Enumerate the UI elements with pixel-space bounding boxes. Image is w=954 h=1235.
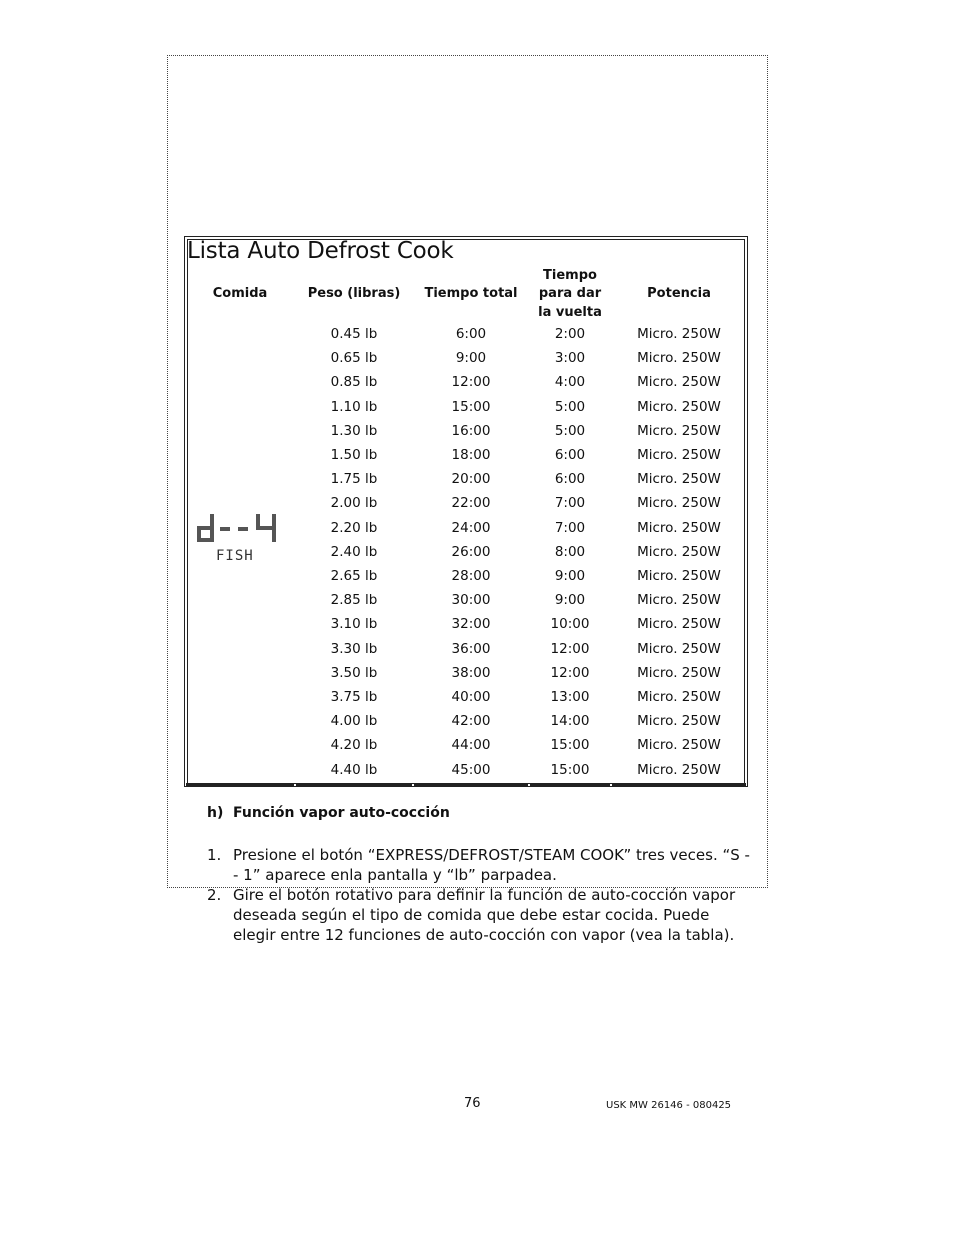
cell-tiempo-vuelta: 5:00 bbox=[554, 422, 586, 439]
cell-potencia: Micro. 250W bbox=[637, 713, 721, 730]
cell-tiempo-vuelta: 15:00 bbox=[550, 761, 590, 778]
table-row bbox=[0, 760, 954, 784]
table-row bbox=[0, 687, 954, 711]
cell-peso: 2.40 lb bbox=[330, 543, 378, 560]
cell-tiempo-total: 36:00 bbox=[451, 640, 491, 657]
cell-tiempo-total: 6:00 bbox=[455, 326, 487, 342]
cell-peso: 1.75 lb bbox=[330, 471, 378, 488]
cell-tiempo-total: 20:00 bbox=[451, 471, 491, 488]
cell-tiempo-total: 28:00 bbox=[451, 568, 491, 584]
cell-tiempo-vuelta: 2:00 bbox=[554, 326, 586, 342]
table-row bbox=[0, 639, 954, 663]
cell-tiempo-vuelta: 7:00 bbox=[554, 519, 586, 536]
cell-tiempo-total: 18:00 bbox=[451, 447, 491, 463]
cell-peso: 1.30 lb bbox=[330, 422, 378, 439]
header-tiempo-vuelta-1: Tiempo bbox=[543, 268, 597, 283]
cell-potencia: Micro. 250W bbox=[637, 447, 721, 463]
table-row bbox=[0, 493, 954, 517]
page-number: 76 bbox=[464, 1096, 481, 1111]
cell-peso: 3.50 lb bbox=[330, 664, 378, 681]
display-label-fish: FISH bbox=[216, 548, 254, 564]
cell-tiempo-total: 30:00 bbox=[451, 592, 491, 609]
table-row bbox=[0, 518, 954, 542]
cell-tiempo-total: 32:00 bbox=[451, 616, 491, 633]
cell-peso: 0.45 lb bbox=[330, 326, 378, 342]
table-row bbox=[0, 469, 954, 493]
section-heading-text: Función vapor auto-cocción bbox=[233, 805, 450, 821]
cell-peso: 2.20 lb bbox=[330, 519, 378, 536]
cell-potencia: Micro. 250W bbox=[637, 471, 721, 488]
cell-potencia: Micro. 250W bbox=[637, 761, 721, 778]
cell-peso: 2.85 lb bbox=[330, 592, 378, 609]
divider-peso bbox=[296, 783, 412, 786]
cell-tiempo-vuelta: 4:00 bbox=[554, 374, 586, 391]
header-tiempo-total: Tiempo total bbox=[424, 286, 518, 301]
header-comida: Comida bbox=[212, 286, 268, 301]
header-tiempo-vuelta-3: la vuelta bbox=[538, 305, 602, 320]
cell-potencia: Micro. 250W bbox=[637, 350, 721, 367]
cell-peso: 1.50 lb bbox=[330, 447, 378, 463]
cell-tiempo-vuelta: 9:00 bbox=[554, 568, 586, 584]
cell-tiempo-total: 42:00 bbox=[451, 713, 491, 730]
cell-potencia: Micro. 250W bbox=[637, 495, 721, 512]
cell-potencia: Micro. 250W bbox=[637, 543, 721, 560]
cell-potencia: Micro. 250W bbox=[637, 737, 721, 754]
cell-tiempo-total: 9:00 bbox=[455, 350, 487, 367]
cell-peso: 0.85 lb bbox=[330, 374, 378, 391]
cell-tiempo-vuelta: 10:00 bbox=[550, 616, 590, 633]
cell-tiempo-vuelta: 13:00 bbox=[550, 689, 590, 705]
table-row bbox=[0, 324, 954, 348]
step-2-text: Gire el botón rotativo para definir la función de auto-cocción vapor deseada según el tipo de comida que debe estar cocida. Puede elegir entre 12 funciones de auto-cocción con vapor (vea la tabla). bbox=[233, 886, 736, 944]
table-row bbox=[0, 397, 954, 421]
cell-tiempo-total: 40:00 bbox=[451, 689, 491, 705]
step-2-number: 2. bbox=[207, 886, 222, 904]
cell-tiempo-total: 44:00 bbox=[451, 737, 491, 754]
cell-potencia: Micro. 250W bbox=[637, 519, 721, 536]
cell-tiempo-vuelta: 6:00 bbox=[554, 471, 586, 488]
cell-tiempo-total: 16:00 bbox=[451, 422, 491, 439]
cell-tiempo-total: 12:00 bbox=[451, 374, 491, 391]
cell-peso: 3.75 lb bbox=[330, 689, 378, 705]
table-row bbox=[0, 663, 954, 687]
cell-tiempo-total: 24:00 bbox=[451, 519, 491, 536]
divider-total bbox=[414, 783, 528, 786]
cell-tiempo-vuelta: 8:00 bbox=[554, 543, 586, 560]
cell-tiempo-vuelta: 12:00 bbox=[550, 640, 590, 657]
cell-potencia: Micro. 250W bbox=[637, 689, 721, 705]
section-marker: h) bbox=[207, 805, 224, 821]
table-row bbox=[0, 614, 954, 638]
step-1-text: Presione el botón “EXPRESS/DEFROST/STEAM COOK” tres veces. “S - - 1” aparece enla pantalla y “lb” parpadea. bbox=[233, 846, 750, 884]
table-row bbox=[0, 542, 954, 566]
cell-tiempo-total: 38:00 bbox=[451, 664, 491, 681]
header-peso: Peso (libras) bbox=[307, 286, 401, 301]
cell-potencia: Micro. 250W bbox=[637, 374, 721, 391]
header-potencia: Potencia bbox=[647, 286, 711, 301]
step-2 bbox=[207, 885, 752, 945]
table-row bbox=[0, 711, 954, 735]
step-1-number: 1. bbox=[207, 846, 222, 864]
table-row bbox=[0, 445, 954, 469]
cell-potencia: Micro. 250W bbox=[637, 616, 721, 633]
cell-tiempo-vuelta: 7:00 bbox=[554, 495, 586, 512]
divider-comida bbox=[186, 783, 294, 786]
step-1 bbox=[207, 845, 752, 885]
cell-peso: 4.20 lb bbox=[330, 737, 378, 754]
cell-tiempo-vuelta: 3:00 bbox=[554, 350, 586, 367]
table-row bbox=[0, 421, 954, 445]
table-row bbox=[0, 372, 954, 396]
cell-potencia: Micro. 250W bbox=[637, 592, 721, 609]
cell-tiempo-vuelta: 15:00 bbox=[550, 737, 590, 754]
table-row bbox=[0, 566, 954, 590]
cell-potencia: Micro. 250W bbox=[637, 640, 721, 657]
cell-peso: 2.65 lb bbox=[330, 568, 378, 584]
table-row bbox=[0, 735, 954, 759]
cell-potencia: Micro. 250W bbox=[637, 664, 721, 681]
divider-vuelta bbox=[530, 783, 610, 786]
cell-peso: 0.65 lb bbox=[330, 350, 378, 367]
cell-tiempo-vuelta: 14:00 bbox=[550, 713, 590, 730]
cell-potencia: Micro. 250W bbox=[637, 422, 721, 439]
cell-tiempo-total: 26:00 bbox=[451, 543, 491, 560]
cell-peso: 3.10 lb bbox=[330, 616, 378, 633]
cell-tiempo-total: 22:00 bbox=[451, 495, 491, 512]
header-tiempo-vuelta-2: para dar bbox=[538, 286, 602, 301]
cell-tiempo-vuelta: 9:00 bbox=[554, 592, 586, 609]
cell-peso: 4.40 lb bbox=[330, 761, 378, 778]
cell-potencia: Micro. 250W bbox=[637, 568, 721, 584]
cell-tiempo-vuelta: 6:00 bbox=[554, 447, 586, 463]
cell-peso: 2.00 lb bbox=[330, 495, 378, 512]
section-heading bbox=[207, 805, 450, 821]
cell-peso: 4.00 lb bbox=[330, 713, 378, 730]
cell-peso: 1.10 lb bbox=[330, 398, 378, 415]
divider-potencia bbox=[612, 783, 746, 786]
cell-tiempo-vuelta: 5:00 bbox=[554, 398, 586, 415]
cell-potencia: Micro. 250W bbox=[637, 326, 721, 342]
cell-tiempo-total: 15:00 bbox=[451, 398, 491, 415]
cell-tiempo-total: 45:00 bbox=[451, 761, 491, 778]
document-code: USK MW 26146 - 080425 bbox=[606, 1100, 732, 1111]
table-title: Lista Auto Defrost Cook bbox=[187, 238, 454, 264]
cell-tiempo-vuelta: 12:00 bbox=[550, 664, 590, 681]
cell-peso: 3.30 lb bbox=[330, 640, 378, 657]
cell-potencia: Micro. 250W bbox=[637, 398, 721, 415]
table-row bbox=[0, 348, 954, 372]
table-row bbox=[0, 590, 954, 614]
